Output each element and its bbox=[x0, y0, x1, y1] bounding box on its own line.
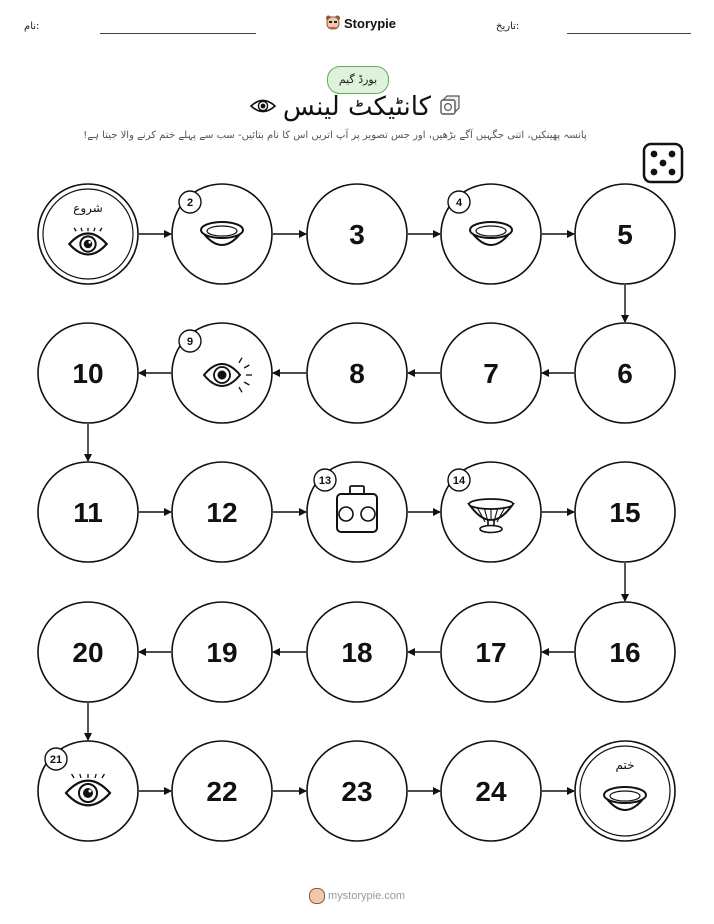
footer bbox=[0, 888, 714, 904]
board-space-24[interactable] bbox=[441, 741, 541, 841]
space-number: 18 bbox=[341, 637, 373, 668]
board-space-16[interactable] bbox=[575, 602, 675, 702]
space-number: 24 bbox=[475, 776, 507, 807]
space-number: 6 bbox=[617, 358, 633, 389]
space-number: 10 bbox=[72, 358, 104, 389]
board-space-14[interactable] bbox=[441, 462, 541, 562]
space-number: 17 bbox=[475, 637, 507, 668]
board-space-10[interactable] bbox=[38, 323, 138, 423]
board-space-15[interactable] bbox=[575, 462, 675, 562]
space-number: 2 bbox=[186, 197, 194, 209]
name-label: نام: bbox=[24, 21, 40, 32]
footer-url: mystorypie.com bbox=[328, 889, 406, 902]
space-number: 7 bbox=[483, 358, 499, 389]
space-number: 12 bbox=[206, 497, 238, 528]
board-game-badge: بورڈ گیم bbox=[327, 66, 389, 94]
space-number: 19 bbox=[206, 637, 238, 668]
board-space-2[interactable] bbox=[172, 184, 272, 284]
board-space-6[interactable] bbox=[575, 323, 675, 423]
date-label: تاریخ: bbox=[496, 21, 520, 32]
board-space-7[interactable] bbox=[441, 323, 541, 423]
space-number: 11 bbox=[73, 497, 103, 528]
space-number: 21 bbox=[49, 754, 63, 766]
board-space-23[interactable] bbox=[307, 741, 407, 841]
board-space-4[interactable] bbox=[441, 184, 541, 284]
space-number: 9 bbox=[186, 336, 194, 348]
space-number: 3 bbox=[349, 219, 365, 250]
space-number: 5 bbox=[617, 219, 633, 250]
board-space-19[interactable] bbox=[172, 602, 272, 702]
mascot-icon bbox=[309, 888, 325, 904]
board-space-18[interactable] bbox=[307, 602, 407, 702]
brand-name: Storypie bbox=[344, 15, 397, 31]
board-space-25[interactable] bbox=[575, 741, 675, 841]
instructions: پانسہ پھینکیں، اتنی جگہیں آگے بڑھیں، اور جس تصویر پر آپ اتریں اس کا نام بتائیں- سب سے پہلے ختم کرنے والا جیتا ہے! bbox=[83, 130, 587, 141]
page-title: کانٹیکٹ لینس bbox=[282, 92, 432, 122]
finish-label: ختم bbox=[615, 758, 635, 772]
board-space-5[interactable] bbox=[575, 184, 675, 284]
board-space-13[interactable] bbox=[307, 462, 407, 562]
board-space-9[interactable] bbox=[172, 323, 272, 423]
board-space-12[interactable] bbox=[172, 462, 272, 562]
space-number: 4 bbox=[455, 197, 463, 209]
board-space-21[interactable] bbox=[38, 741, 138, 841]
space-number: 23 bbox=[341, 776, 373, 807]
board-space-20[interactable] bbox=[38, 602, 138, 702]
board-space-8[interactable] bbox=[307, 323, 407, 423]
start-label: شروع bbox=[73, 201, 103, 215]
space-number: 15 bbox=[609, 497, 641, 528]
space-number: 16 bbox=[609, 637, 641, 668]
space-number: 13 bbox=[318, 475, 332, 487]
board-space-3[interactable] bbox=[307, 184, 407, 284]
board-space-1[interactable] bbox=[38, 184, 138, 284]
board-space-17[interactable] bbox=[441, 602, 541, 702]
space-number: 20 bbox=[72, 637, 104, 668]
board-space-11[interactable] bbox=[38, 462, 138, 562]
space-number: 8 bbox=[349, 358, 365, 389]
space-number: 22 bbox=[206, 776, 238, 807]
board-space-22[interactable] bbox=[172, 741, 272, 841]
space-number: 14 bbox=[452, 475, 466, 487]
